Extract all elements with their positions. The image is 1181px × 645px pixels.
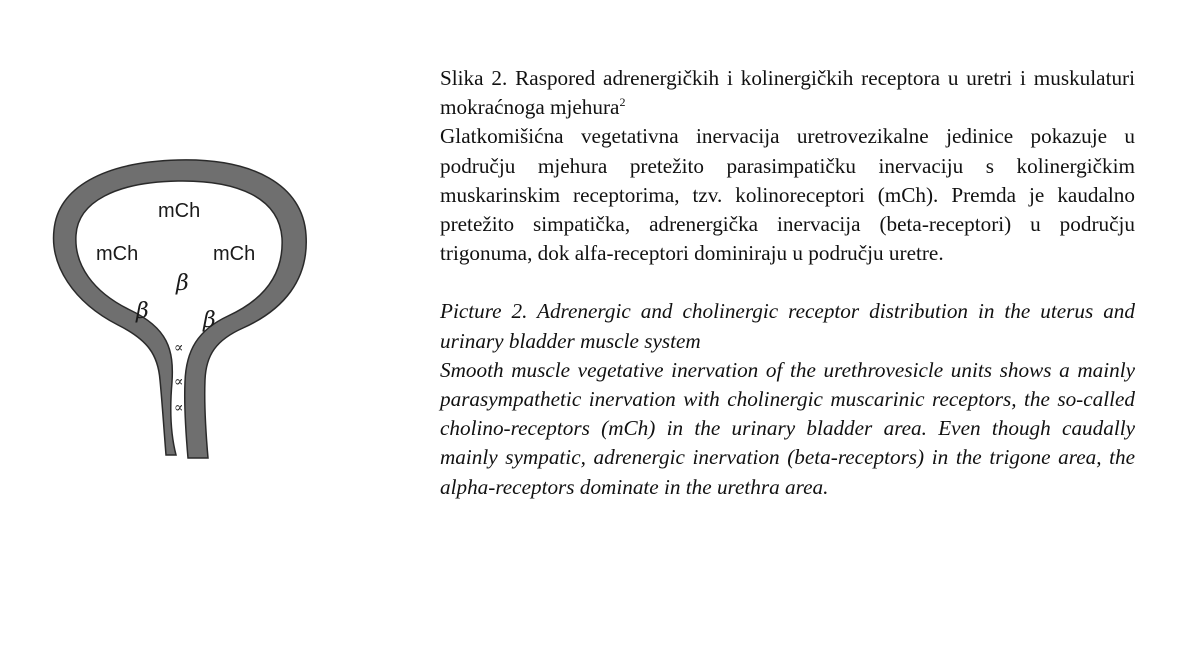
beta-label-center: β xyxy=(176,271,189,296)
alpha-label-3: ∝ xyxy=(174,400,184,416)
mch-label-right: mCh xyxy=(213,243,256,265)
reference-marker: 2 xyxy=(619,95,626,110)
beta-label-right: β xyxy=(203,308,216,333)
caption-body-hr: Glatkomišićna vegetativna inervacija uretrovezikalne jedinice pokazuje u području mjehura pretežito parasimpatičku inervaciju s kolinergičkim muskarinskim receptorima, tzv. kolinoreceptori (mCh). Premda je kaudalno pretežito simpatička, adrenergička inervacija (beta-receptori) u području trigonuma, dok alfa-receptori dominiraju u području uretre. xyxy=(440,124,1135,266)
figure-caption xyxy=(440,64,1135,502)
bladder-illustration xyxy=(48,150,328,470)
caption-spacer xyxy=(440,268,1135,297)
caption-title-hr xyxy=(440,64,1135,122)
bladder-diagram xyxy=(48,150,328,470)
beta-label-left: β xyxy=(136,299,149,324)
mch-label-left: mCh xyxy=(96,243,139,265)
mch-label-top: mCh xyxy=(158,200,201,222)
caption-title-hr-text: Slika 2. Raspored adrenergičkih i kolinergičkih receptora u uretri i muskulaturi mokraćnoga mjehura xyxy=(440,66,1135,120)
caption-body-en: Smooth muscle vegetative inervation of the urethrovesicle units shows a mainly parasympathetic inervation with cholinergic muscarinic receptors, the so-called cholino-receptors (mCh) in the urinary bladder area. Even though caudally mainly sympatic, adrenergic inervation (beta-receptors) in the trigone area, the alpha-receptors dominate in the urethra area. xyxy=(440,357,1135,499)
caption-title-en: Picture 2. Adrenergic and cholinergic receptor distribution in the uterus and urinary bladder muscle system xyxy=(440,299,1135,353)
alpha-label-2: ∝ xyxy=(174,374,184,390)
alpha-label-1: ∝ xyxy=(174,340,184,356)
